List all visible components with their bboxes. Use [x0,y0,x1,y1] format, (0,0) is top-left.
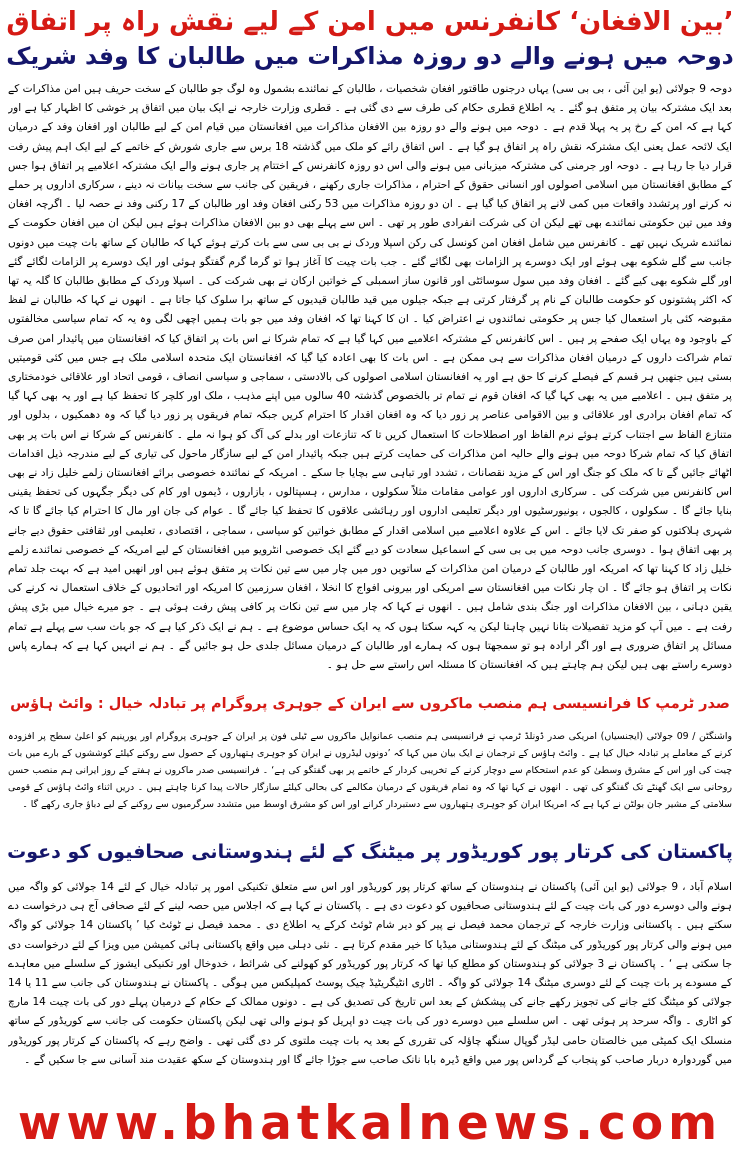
trump-macron-headline: صدر ٹرمپ کا فرانسیسی ہم منصب ماکروں سے ایران کے جوہری پروگرام پر تبادلہ خیال : وائٹ ہاؤس [10,696,730,712]
article-trump-macron-body: واشنگٹن / 09 جولائی (ایجنسیاں) امریکی صدر ڈونلڈ ٹرمپ نے فرانسیسی ہم منصب عمانوایل ماکروں سے ٹیلی فون پر ایران کے جوہری پروگرام اور یورینیم کو اعلیٰ سطح پر افزودہ کرنے کے معاملے پر تبادلہ خیال کیا ہے ۔ وائٹ ہاؤس کے ترجمان نے ایک بیان میں کہا کہ ’دونوں لیڈروں نے ایران کو جوہری ہتھیاروں کے حصول سے روکنے کیلئے کوششوں کے بارے میں بات چیت کی اور اس کے مشرق وسطیٰ کو عدم استحکام سے دوچار کرنے کے تخریبی کردار کے خاتمے پر بھی گفتگو کی ہے‘ ۔ فرانسیسی صدر ماکروں نے ہفتے کے روز ایرانی ہم منصب حسن روحانی سے ایک گھنٹے تک گفتگو کی تھی ۔ انھوں نے کہا تھا کہ وہ تمام فریقوں کے درمیان مکالمے کی بحالی کیلئے سازگار حالات پیدا کرنا چاہتے ہیں ۔ دریں اثناء وائٹ ہاؤس کے قومی سلامتی کے مشیر جان بولٹن نے کہا ہے کہ امریکا ایران کو جوہری ہتھیاروں سے دستبردار کرانے اور اس کو مشرق اوسط میں متشدد سرگرمیوں سے روکنے کے لیے دباؤ جاری رکھے گا ۔ [8,731,732,811]
article-afghan-peace-body: دوحہ 9 جولائی (یو این آئی ، بی بی سی) یہاں درجنوں طاقتور افغان شخصیات ، طالبان کے نمائندے بشمول وہ لوگ جو طالبان کے سخت حریف ہیں امن مذاکرات کے بعد ایک مشترکہ بیان پر متفق ہو گئے ۔ یہ اطلاع قطری حکام کی طرف سے دی گئی ہے ۔ قطری وزارت خارجہ نے ایک بیان میں اتفاق پر خوشی کا اظہار کیا ہے اور کہا ہے کہ امن کے رخ پر یہ پہلا قدم ہے ۔ دوحہ میں ہونے والے دو روزہ بین الافغان مذاکرات میں افغانستان میں قیام امن کے لیے طالبان اور افغان وفد کے درمیان ایک لائحہ عمل یعنی ایک مشترکہ نقش راہ پر اتفاق ہو گیا ہے ۔ اس اتفاق رائے کو ملک میں گذشتہ 18 برس سے جاری شورش کے خاتمے کے لیے ایک اہم پیش رفت قرار دیا جا رہا ہے ۔ دوحہ اور جرمنی کی مشترکہ میزبانی میں ہونے والی اس دو روزہ کانفرنس کے اختتام پر جاری ہونے والے ایک مشترکہ اعلامیے پر اتفاق ہوا جس کے مطابق افغانستان میں اسلامی اصولوں اور انسانی حقوق کے احترام ، مذاکرات جاری رکھنے ، فریقین کی جانب سے سخت بیانات نہ دینے ، سرکاری اداروں پر حملے نہ کرنے اور پرتشدد واقعات میں کمی لانے پر اتفاق کیا گیا ہے ۔ ان دو روزہ مذاکرات میں 53 رکنی افغان وفد اور طالبان کے 17 رکنی وفد نے حصہ لیا ۔ اگرچہ افغان وفد میں تین حکومتی نمائندے بھی تھے لیکن ان کی شرکت انفرادی طور پر تھی ۔ اس سے پہلے بھی دو بین الافغان مذاکرات ہوئے ہیں لیکن ان میں افغان حکومت کے نمائندے شریک نہیں تھے ۔ کانفرنس میں شامل افغان امن کونسل کی رکن اسپلا وردک نے بی بی سی سے بات کرتے ہوئے کہا کہ طالبان کے ساتھ بات چیت میں دونوں جانب سے گلے شکوے بھی ہوئے اور ایک دوسرے پر الزامات بھی لگائے گئے ۔ جب بات چیت کا آغاز ہوا تو گرما گرم گفتگو ہوئی اور ایک دوسرے پر الزامات لگائے گئے اور گلے شکوے بھی کیے گئے ۔ افغان وفد میں سول سوسائٹی اور قانون ساز اسمبلی کے خواتین ارکان نے بھی شرکت کی ۔ اسپلا وردک کے مطابق طالبان کا گلہ یہ تھا کہ اکثر پشتونوں کو حکومت طالبان کے نام پر گرفتار کرتی ہے جبکہ جیلوں میں قید طالبان قیدیوں کے ساتھ برا سلوک کیا جاتا ہے ۔ انھوں نے کہا کہ طالبان نے لفظ مقبوضہ کئی بار استعمال کیا جس پر حکومتی نمائندوں نے اعتراض کیا ۔ ان کا کہنا تھا کہ افغان وفد میں جو بات ہمیں اچھی لگی وہ یہ کہ تمام سیاسی مخالفتوں کے باوجود وہ یہاں ایک صفحے پر ہیں ۔ اس کانفرنس کے مشترکہ اعلامیے میں کہا گیا ہے کہ تمام شرکا نے اس بات پر اتفاق کیا کہ افغانستان میں پائیدار امن صرف تمام شراکت داروں کے درمیان افغان مذاکرات سے ہی ممکن ہے ۔ اس بات کا بھی اعادہ کیا گیا کہ افغانستان ایک متحدہ اسلامی ملک ہے جس میں کئی قومیتیں بستی ہیں جنھیں ہر قسم کے فیصلے کرنے کا حق ہے اور یہ افغانستان اسلامی اصولوں کی بالادستی ، سماجی و سیاسی انصاف ، قومی اتحاد اور علاقائی خودمختاری پر متفق ہیں ۔ اعلامیے میں یہ بھی کہا گیا کہ افغان قوم نے تمام تر بالخصوص گذشتہ 40 سالوں میں اپنے مذہب ، ملک اور کلچر کا تحفظ کیا ہے اور یہ بھی کہا گیا کہ تمام افغان برادری اور علاقائی و بین الاقوامی عناصر پر زور دیا کہ وہ افغان اقدار کا احترام کریں جبکہ تمام فریقوں پر زور دیا گیا کہ وہ دھمکیوں ، بدلوں اور متنازع الفاظ سے اجتناب کرتے ہوئے نرم الفاظ اور اصطلاحات کا استعمال کریں تا کہ تنازعات اور بدلے کی آگ کو ہوا نہ ملے ۔ کانفرنس کے شرکا نے اس بات پر بھی اتفاق کیا کہ تمام شرکا دوحہ میں ہونے والے حالیہ امن مذاکرات کی حمایت کرتے ہیں جبکہ پائیدار امن کے لیے سازگار ماحول کی تیاری کے لیے مندرجہ ذیل اقدامات اٹھائے جائیں گے تا کہ ملک کو جنگ اور اس کے مزید نقصانات ، تشدد اور تباہی سے بچایا جا سکے ۔ امریکہ کے نمائندہ خصوصی برائے افغانستان زلمے خلیل زاد نے بھی اس کانفرنس میں شرکت کی ۔ سرکاری اداروں اور عوامی مقامات مثلاً سکولوں ، مدارس ، ہسپتالوں ، بازاروں ، ڈیموں اور کام کی دیگر جگہوں کی تحفظ یقینی بنایا جائے گا ۔ سکولوں ، کالجوں ، یونیورسٹیوں اور دیگر تعلیمی اداروں اور رہائشی علاقوں کا تحفظ کیا جائے گا ۔ عوام کی جان اور مال کا احترام کیا جائے گا تا کہ شہری ہلاکتوں کو صفر تک لایا جائے ۔ اس کے علاوہ اعلامیے میں اسلامی اقدار کے مطابق خواتین کو سیاسی ، سماجی ، اقتصادی ، تعلیمی اور ثقافتی حقوق دیے جانے پر بھی اتفاق ہوا ۔ دوسری جانب دوحہ میں بی بی سی کے اسماعیل سعادت کو دیے گئے ایک خصوصی انٹرویو میں افغانستان کے لیے امریکہ کے خصوصی نمائندے زلمے خلیل زاد کا کہنا تھا کہ امریکہ اور طالبان کے درمیان امن مذاکرات کے ساتویں دور میں چار میں سے تین نکات پر متفق ہوئے ہیں اور انھیں امید ہے کہ بہت جلد تمام نکات پر اتفاق ہو جائے گا ۔ ان چار نکات میں افغانستان سے امریکی اور بیرونی افواج کا انخلا ، افغان سرزمین کا امریکہ اور اتحادیوں کے خلاف استعمال نہ کرنے کی یقین دہانی ، بین الافغان مذاکرات اور جنگ بندی شامل ہیں ۔ انھوں نے کہا کہ چار میں سے تین نکات پر کافی پیش رفت ہوئی ہے ۔ جو میرے خیال میں بڑی پیش رفت ہے ۔ میں آپ کو مزید تفصیلات بتانا نہیں چاہتا لیکن یہ کہہ سکتا ہوں کہ یہ ایک حساس موضوع ہے ۔ ہم نے ایک ذکر کیا ہے کہ جو بات سب سے پہلے ہے تمام مسائل پر اتفاق ضروری ہے اور اگر ارادہ ہو تو سمجھتا ہوں کہ ہمارے اور طالبان کے درمیان مسائل جلدی حل ہو جائیں گے ۔ ہم نے انہیں کہا ہے کہ ہمارے پاس دوسرے راستے بھی ہیں لیکن ہم چاہتے ہیں کہ افغانستان کا مسئلہ اس راستے سے حل ہو ۔ [8,83,732,672]
main-headline-line2: دوحہ میں ہونے والے دو روزہ مذاکرات میں طالبان کا وفد شریک [6,42,734,70]
main-headline-line1: ’بین الافغان‘ کانفرنس میں امن کے لیے نقش راہ پر اتفاق [6,7,734,37]
website-url-footer: www.bhatkalnews.com [17,1096,723,1151]
kartarpur-headline: پاکستان کی کرتار پور کوریڈور پر میٹنگ کے لئے ہندوستانی صحافیوں کو دعوت [7,841,733,863]
article-kartarpur-body: اسلام آباد ، 9 جولائی (یو این آئی) پاکستان نے ہندوستان کے ساتھ کرتار پور کوریڈور اور اس سے متعلق تکنیکی امور پر تبادلہ خیال کے لئے 14 جولائی کو واگہ میں ہونے والی دوسرے دور کی بات چیت کے لئے ہندوستانی صحافیوں کو دعوت دی ہے ۔ پاکستان نے کہا ہے کہ اجلاس میں حصہ لینے کے لئے صحافی آج ہی درخواست دے سکتے ہیں ۔ پاکستانی وزارت خارجہ کے ترجمان محمد فیصل نے پیر کو دیر شام ٹوئٹ کرکے یہ اطلاع دی ۔ محمد فیصل نے ٹوئٹ کیا ’ پاکستان 14 جولائی کو واگہ میں ہونے والی کرتار پور کوریڈور کی میٹنگ کے لئے ہندوستانی میڈیا کا خیر مقدم کرتا ہے ۔ نئی دہلی میں واقع پاکستانی ہائی کمیشن میں ویزا کے لئے درخواست دی جا سکتی ہے ‘ ۔ پاکستان نے 3 جولائی کو ہندوستان کو مطلع کیا تھا کہ کرتار پور کوریڈور کو کھولنے کی شرائط ، خدوخال اور تکنیکی ایشوز کے سلسلے میں معاہدے کے مسودے پر بات چیت کے لئے دوسری میٹنگ 14 جولائی کو واگہ ۔ اٹاری انٹیگریٹیڈ چیک پوسٹ کمپلیکس میں ہوگی ۔ پاکستان نے ہندوستان کی جانب سے 11 یا 14 جولائی کو میٹنگ کئے جانے کی تجویز رکھے جانے کی پیشکش کے بعد اس تاریخ کی تصدیق کی ہے ۔ دونوں ممالک کے حکام کے درمیان پہلے دور کی بات چیت 14 مارچ کو اٹاری ۔ واگہ سرحد پر ہوئی تھی ۔ اس سلسلے میں دوسرے دور کی بات چیت دو اپریل کو ہونے والی تھی لیکن پاکستان حکومت کی جانب سے کوریڈور کے ساتھ منسلک ایک کمیٹی میں خالصتان حامی لیڈر گوپال سنگھ چاؤلہ کی تقرری کے بعد یہ بات چیت ملتوی کر دی گئی تھی ۔ واضح رہے کہ پاکستان کے کرتار پور کوریڈور میں گوردوارہ دربار صاحب کو پنجاب کے گرداس پور میں واقع ڈیرہ بابا نانک صاحب سے جوڑا جائے گا اور ہندوستان کے سکھ عقیدت مند آسانی سے جا سکیں گے ۔ [8,881,732,1066]
